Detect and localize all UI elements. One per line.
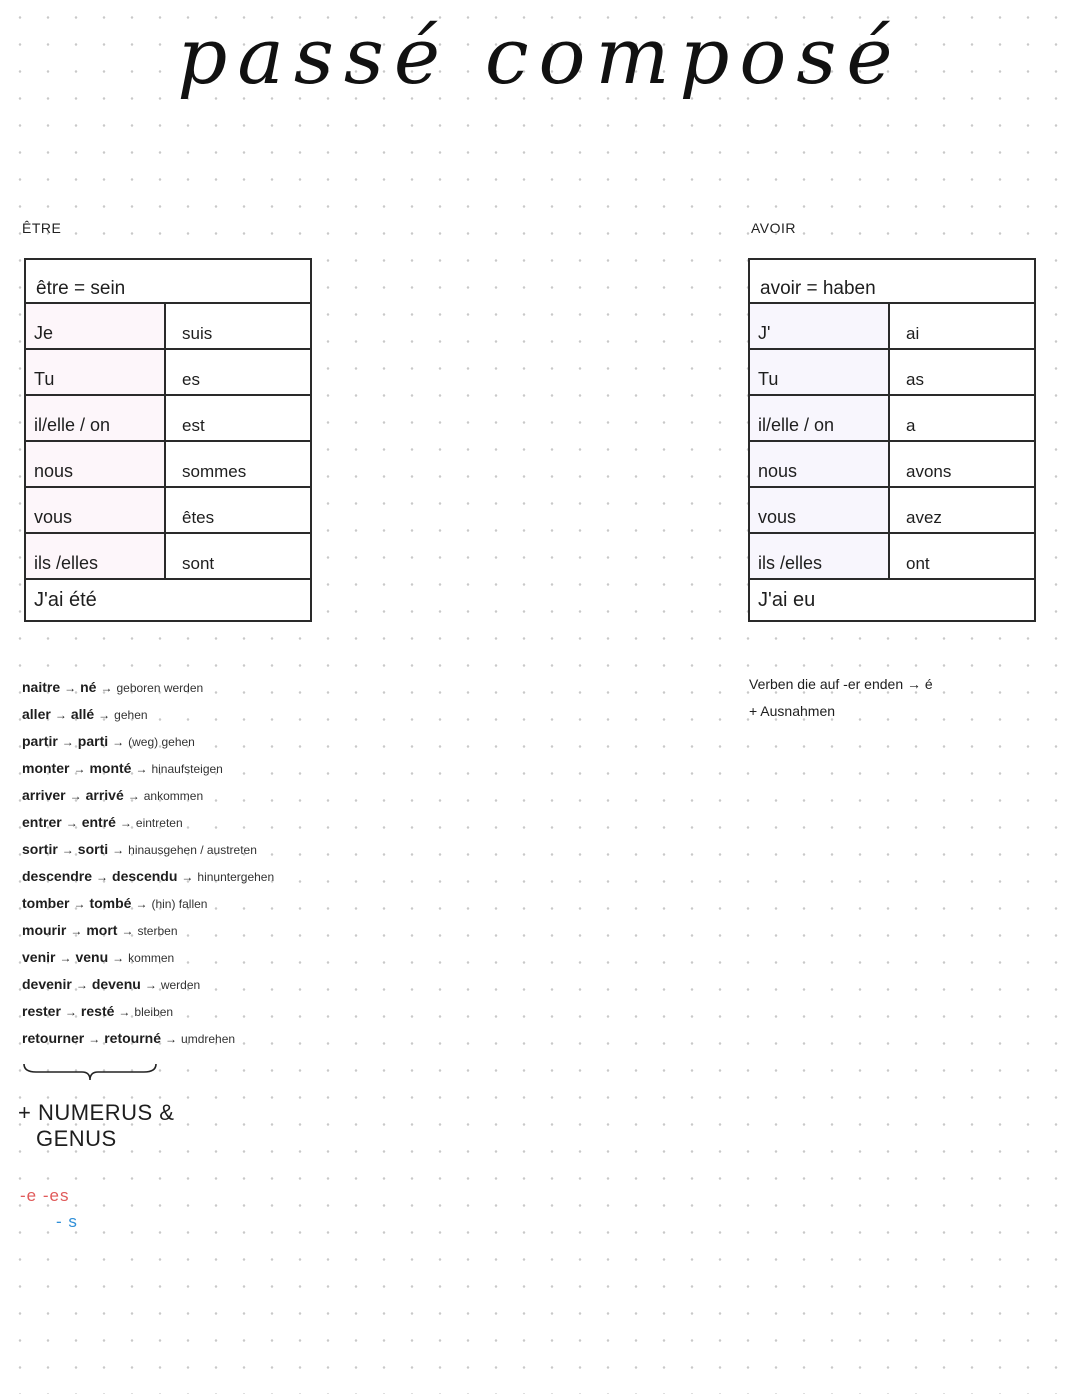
table-row <box>26 304 310 350</box>
arrow-icon: → <box>64 681 77 695</box>
arrow-icon: → <box>65 816 78 830</box>
arrow-icon: → <box>121 924 134 938</box>
pronoun-cell: ils /elles <box>26 534 166 578</box>
table-row <box>26 350 310 396</box>
arrow-icon: → <box>144 978 157 992</box>
arrow-icon: → <box>70 924 83 938</box>
verb-form-cell: ont <box>906 554 930 573</box>
table-row <box>750 304 1034 350</box>
table-row <box>750 396 1034 442</box>
numerus-genus-note <box>18 1100 174 1152</box>
pronoun-cell: Tu <box>750 350 890 394</box>
page-title: passé composé <box>177 12 903 102</box>
arrow-icon: → <box>181 870 194 884</box>
list-item: venir → venu → kommen <box>22 949 175 965</box>
etre-section-label: ÊTRE <box>22 220 62 236</box>
table-row <box>750 534 1034 580</box>
curly-brace-icon <box>22 1060 162 1084</box>
genus-line: GENUS <box>36 1126 117 1151</box>
pronoun-cell: nous <box>26 442 166 486</box>
arrow-icon: → <box>59 951 72 965</box>
table-row <box>750 442 1034 488</box>
verb-form-cell: avez <box>906 508 942 527</box>
arrow-icon: → <box>61 735 74 749</box>
verb-form-cell: as <box>906 370 924 389</box>
arrow-icon: → <box>75 978 88 992</box>
arrow-icon: → <box>118 1005 131 1019</box>
verb-form-cell: sommes <box>182 462 247 481</box>
avoir-rule-note: Verben die auf -er enden → é <box>749 676 933 692</box>
etre-participle-footer: J'ai été <box>34 588 97 611</box>
arrow-icon: → <box>96 870 109 884</box>
pronoun-cell: J' <box>750 304 890 348</box>
verb-form-cell: es <box>182 370 200 389</box>
arrow-icon: → <box>165 1032 178 1046</box>
pronoun-cell: vous <box>26 488 166 532</box>
avoir-section-label: AVOIR <box>751 220 797 236</box>
list-item: tomber → tombé → (hin) fallen <box>22 895 208 911</box>
verb-form-cell: est <box>182 416 205 435</box>
arrow-icon: → <box>69 789 82 803</box>
etre-table-header: être = sein <box>26 260 310 304</box>
list-item: mourir → mort → sterben <box>22 922 178 938</box>
avoir-participle-footer: J'ai eu <box>758 588 816 611</box>
pronoun-cell: nous <box>750 442 890 486</box>
arrow-icon: → <box>64 1005 77 1019</box>
list-item: entrer → entré → eintreten <box>22 814 183 830</box>
arrow-icon: → <box>112 735 125 749</box>
plural-ending: - s <box>56 1212 78 1231</box>
arrow-icon: → <box>127 789 140 803</box>
table-row <box>26 488 310 534</box>
pronoun-cell: Tu <box>26 350 166 394</box>
list-item: monter → monté → hinaufsteigen <box>22 760 223 776</box>
arrow-icon: → <box>135 897 148 911</box>
list-item: partir → parti → (weg) gehen <box>22 733 195 749</box>
table-row <box>750 350 1034 396</box>
list-item: naitre → né → geboren werden <box>22 679 204 695</box>
arrow-icon: → <box>112 843 125 857</box>
list-item: aller → allé → gehen <box>22 706 148 722</box>
avoir-conjugation-table <box>748 258 1036 622</box>
table-row <box>26 534 310 580</box>
avoir-table-header: avoir = haben <box>750 260 1034 304</box>
avoir-exceptions-note: + Ausnahmen <box>749 703 836 719</box>
numerus-line: + NUMERUS & <box>18 1100 175 1125</box>
list-item: sortir → sorti → hinausgehen / austreten <box>22 841 257 857</box>
list-item: descendre → descendu → hinuntergehen <box>22 868 275 884</box>
pronoun-cell: ils /elles <box>750 534 890 578</box>
list-item: rester → resté → bleiben <box>22 1003 174 1019</box>
feminine-endings: -e -es <box>20 1186 70 1205</box>
list-item: arriver → arrivé → ankommen <box>22 787 204 803</box>
arrow-icon: → <box>73 897 86 911</box>
arrow-icon: → <box>135 762 148 776</box>
verb-form-cell: ai <box>906 324 920 343</box>
arrow-icon: → <box>98 708 111 722</box>
arrow-icon: → <box>112 951 125 965</box>
arrow-icon: → <box>54 708 67 722</box>
list-item: devenir → devenu → werden <box>22 976 201 992</box>
etre-conjugation-table <box>24 258 312 622</box>
table-row <box>26 396 310 442</box>
pronoun-cell: il/elle / on <box>750 396 890 440</box>
pronoun-cell: vous <box>750 488 890 532</box>
arrow-icon: → <box>119 816 132 830</box>
arrow-icon: → <box>73 762 86 776</box>
verb-form-cell: avons <box>906 462 952 481</box>
pronoun-cell: Je <box>26 304 166 348</box>
table-row <box>750 488 1034 534</box>
pronoun-cell: il/elle / on <box>26 396 166 440</box>
verb-form-cell: suis <box>182 324 213 343</box>
arrow-icon: → <box>88 1032 101 1046</box>
verb-form-cell: sont <box>182 554 215 573</box>
table-row <box>26 442 310 488</box>
verb-form-cell: êtes <box>182 508 215 527</box>
etre-verb-list <box>22 676 274 1054</box>
arrow-icon: → <box>100 681 113 695</box>
verb-form-cell: a <box>906 416 916 435</box>
list-item: retourner → retourné → umdrehen <box>22 1030 236 1046</box>
arrow-icon: → <box>61 843 74 857</box>
